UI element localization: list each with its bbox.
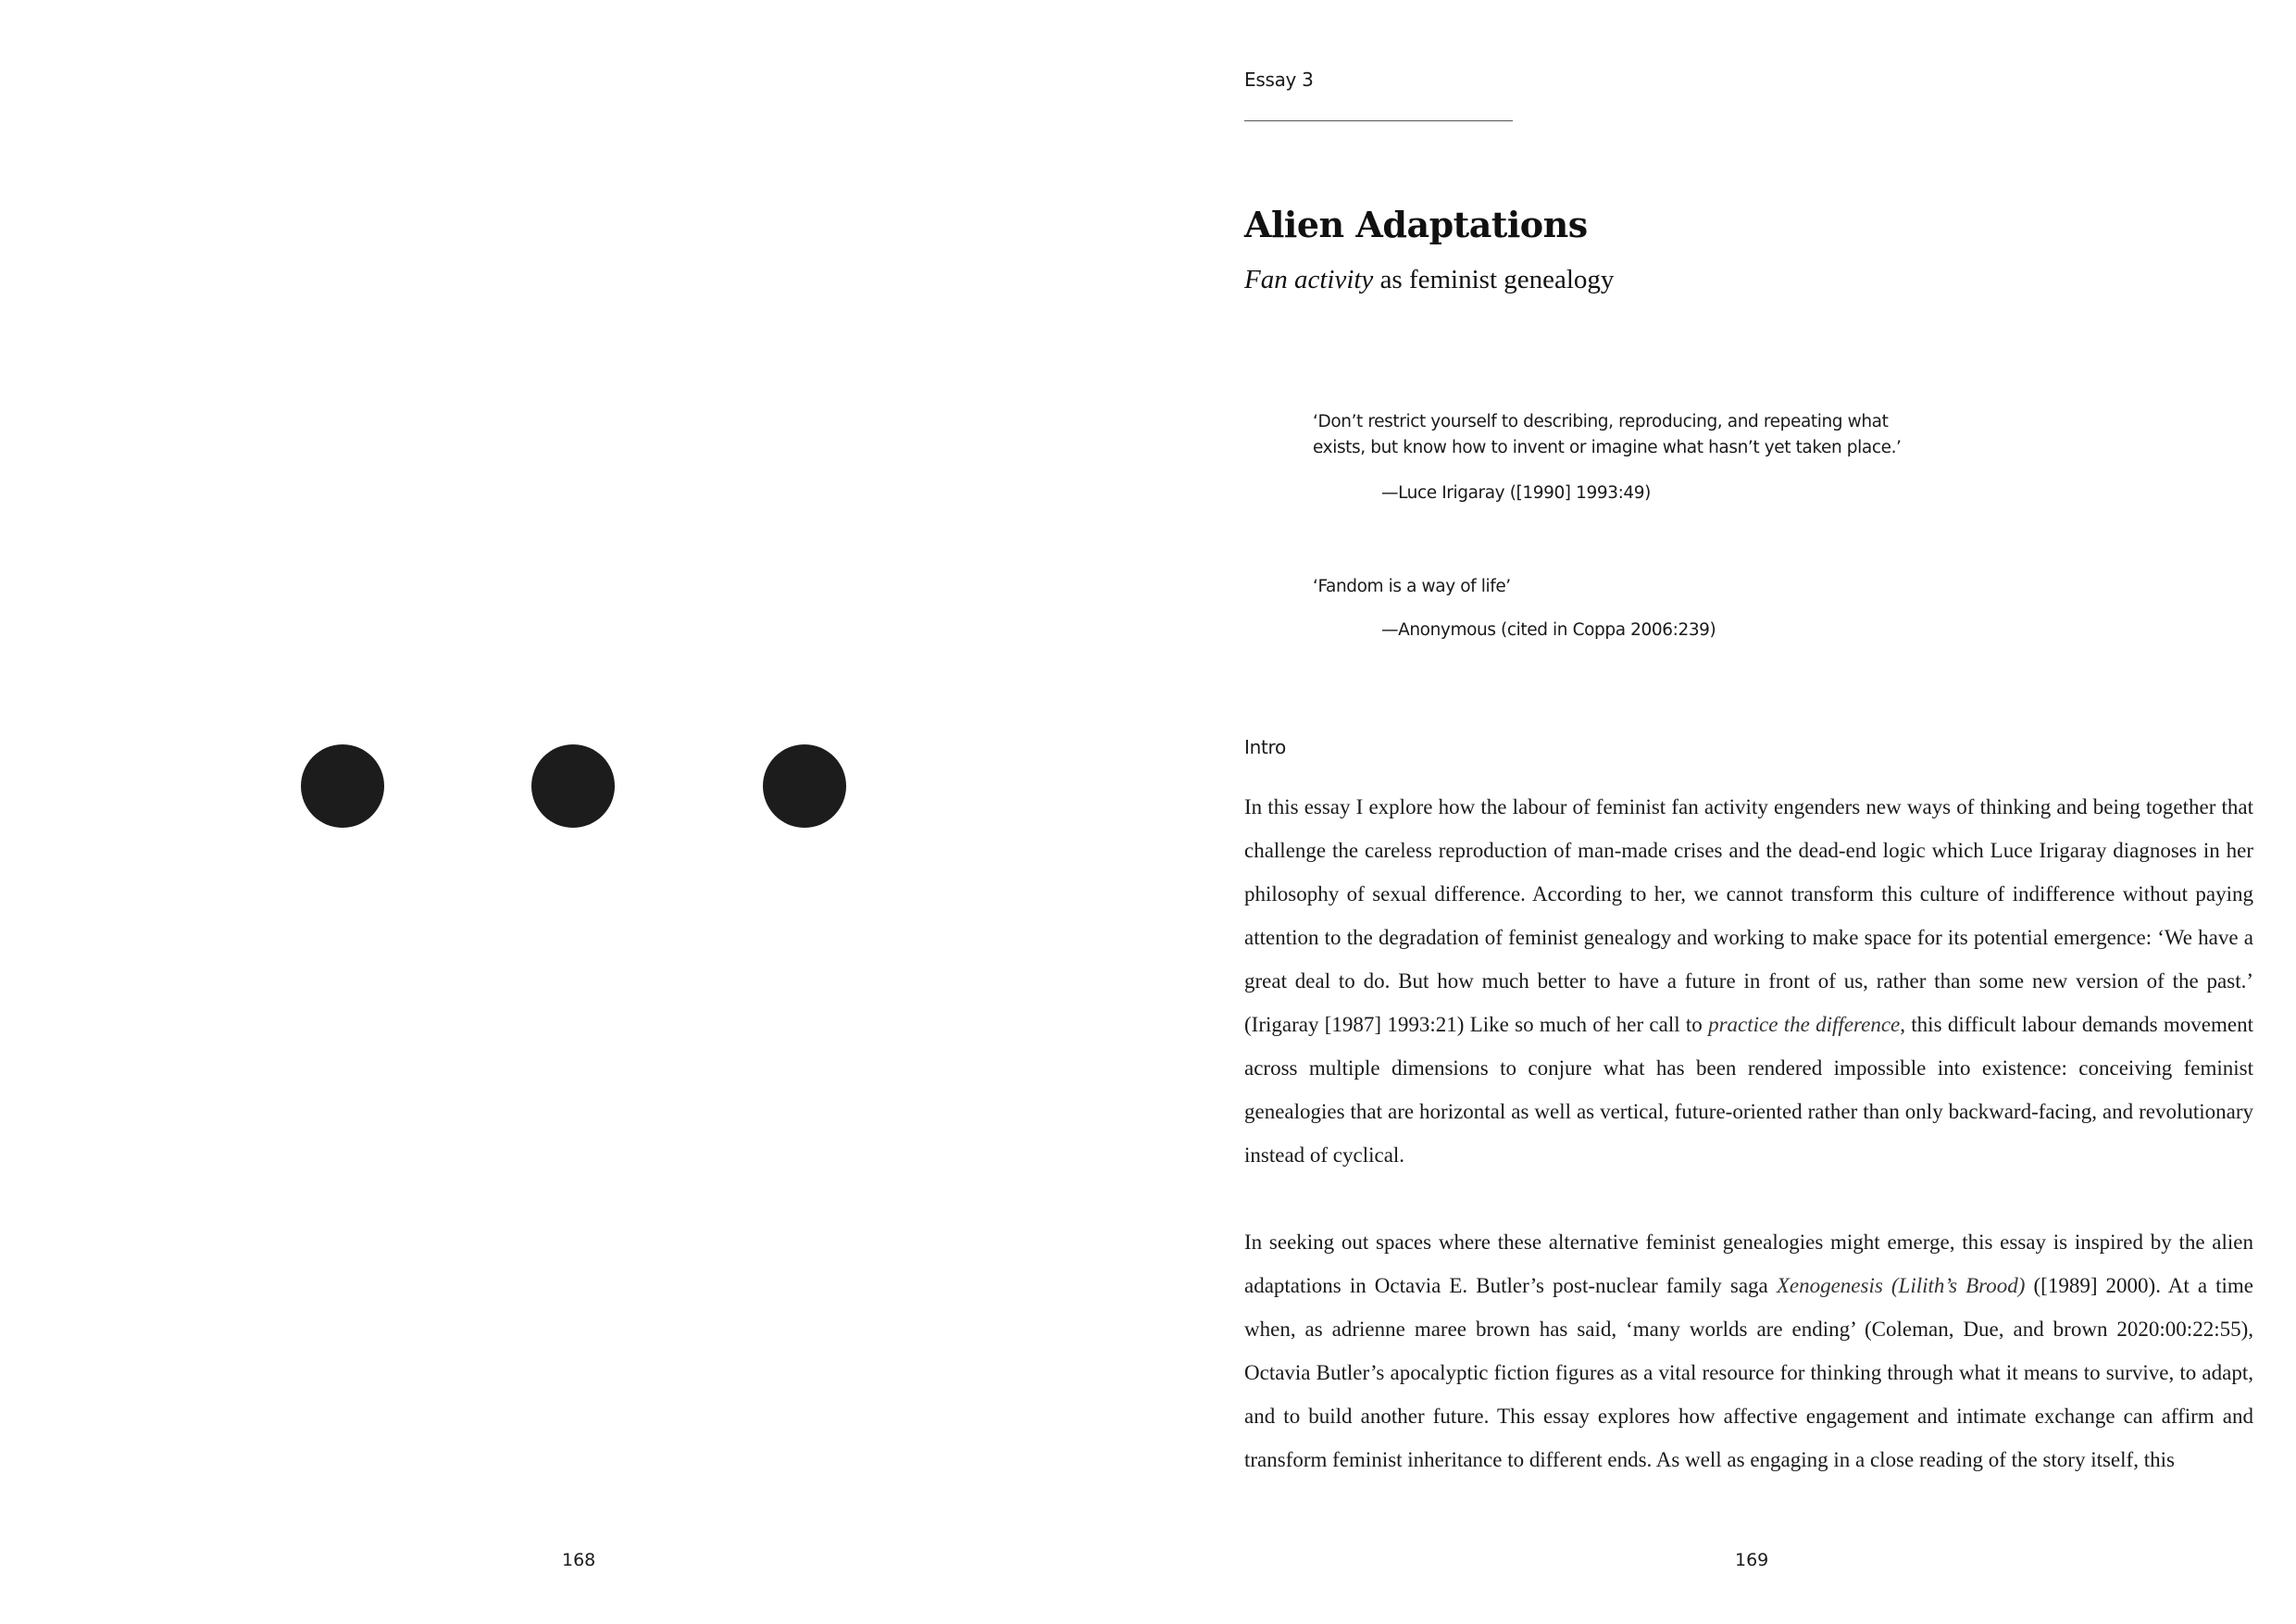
running-head: Essay 3 (1244, 69, 1314, 91)
running-head-rule (1244, 120, 1513, 121)
paragraph-2-text-a: In seeking out spaces where these alternative feminist genealogies might emerge, this essay is inspired by the alien adaptations in Octavia E. Butler’s post-nuclear family saga (1244, 1230, 2253, 1297)
epigraph-quote-1: ‘Don’t restrict yourself to describing, reproducing, and repeating what exists, but know how to invent or imagine what hasn’t yet taken place.’ (1313, 412, 1902, 457)
subtitle-rest: as feminist genealogy (1373, 265, 1615, 294)
paragraph-2-italic: Xenogenesis (Lilith’s Brood) (1776, 1274, 2026, 1297)
paragraph-1-text-a: In this essay I explore how the labour of feminist fan activity engenders new ways of thinking and being together that challenge the careless reproduction of man-made crises and the dead-end logic which Luce Irigaray diagnoses in her philosophy of sexual difference. According to her, we cannot transform this culture of indifference without paying attention to the degradation of feminist genealogy and working to make space for its potential emergence: ‘We have a great deal to do. But how much better to have a future in front of us, rather than some new version of the past.’ (Irigaray [1987] 1993:21) Like so much of her call to (1244, 795, 2253, 1036)
epigraph-attribution-2: —Anonymous (cited in Coppa 2006:239) (1381, 620, 1716, 640)
right-page (1148, 0, 2296, 1624)
page-number-left: 168 (562, 1550, 596, 1570)
paragraph-2-text-b: ([1989] 2000). At a time when, as adrienne maree brown has said, ‘many worlds are ending’ (Coleman, Due, and brown 2020:00:22:55), Octavia Butler’s apocalyptic fiction figures as a vital resource for thinking through what it means to survive, to adapt, and to build another future. This essay explores how affective engagement and intimate exchange can affirm and transform feminist inheritance to different ends. As well as engaging in a close reading of the story itself, this (1244, 1274, 2254, 1471)
body-paragraph-1 (1244, 785, 2253, 1177)
paragraph-1-text-b: , this difficult labour demands movement across multiple dimensions to conjure what has been rendered impossible into existence: conceiving feminist genealogies that are horizontal as well as vertical, future-oriented rather than only backward-facing, and revolutionary instead of cyclical. (1244, 1013, 2253, 1167)
dot-ornament-3 (763, 744, 846, 828)
epigraph-attribution-1: —Luce Irigaray ([1990] 1993:49) (1381, 483, 1651, 503)
dot-ornament-1 (301, 744, 384, 828)
epigraph-quote-2: ‘Fandom is a way of life’ (1313, 577, 1511, 596)
body-paragraph-2 (1244, 1220, 2253, 1481)
paragraph-1-italic: practice the difference (1708, 1013, 1901, 1036)
dot-ornament-2 (531, 744, 615, 828)
section-heading-intro: Intro (1244, 736, 1286, 758)
essay-subtitle (1244, 265, 1614, 295)
essay-title: Alien Adaptations (1244, 204, 1588, 245)
subtitle-italic: Fan activity (1244, 265, 1374, 294)
page-number-right: 169 (1735, 1550, 1769, 1570)
